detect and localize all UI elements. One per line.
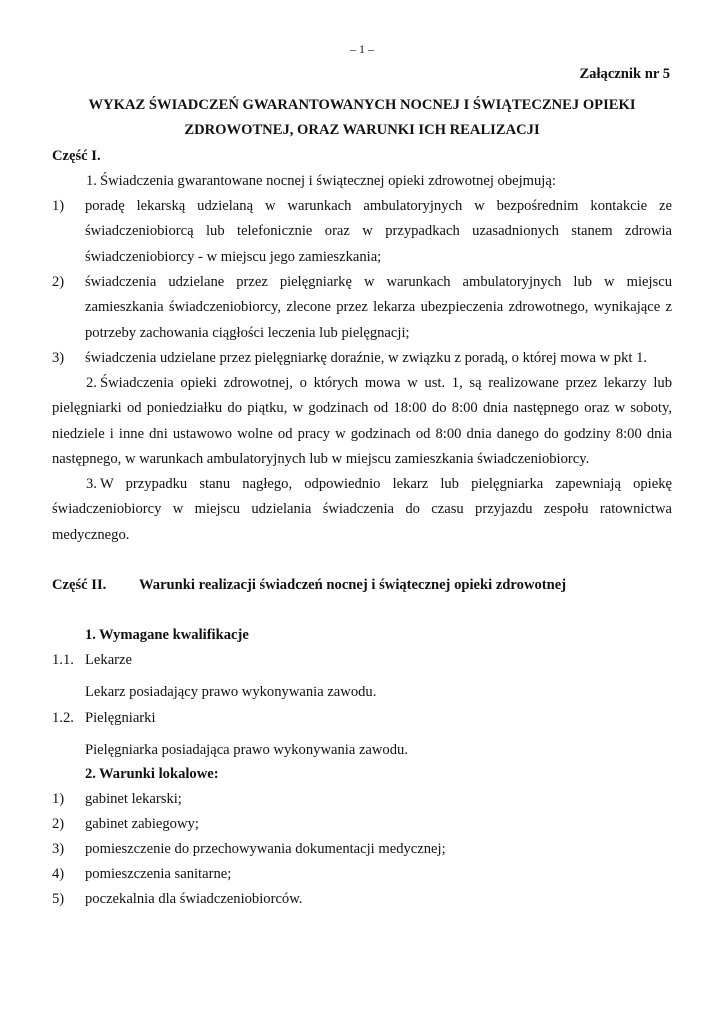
subsection-number: 1.2. [52,710,74,726]
list-item [52,887,672,912]
list-item-number: 4) [52,866,65,882]
annex-label: Załącznik nr 5 [579,66,670,82]
list-item [52,194,672,270]
paragraph-number: 1. [86,173,97,189]
list-item-number: 1) [52,791,65,807]
part-2-heading [52,573,672,598]
subsection-1-2-text: Pielęgniarka posiadająca prawo wykonywania zawodu. [85,742,408,758]
list-item [52,270,672,346]
paragraph-number: 3. [86,476,97,492]
document-title [52,93,672,143]
list-item-number: 3) [52,350,65,366]
section-2-heading [85,762,219,787]
subsection-1-1 [52,648,672,673]
section-1-heading [85,623,249,648]
paragraph-number: 2. [86,375,97,391]
paragraph-text: W przypadku stanu nagłego, odpowiednio lekarz lub pielęgniarka zapewniają opiekę świadczeniobiorcy w miejscu udzielania świadczenia do czasu przyjazdu zespołu ratownictwa medycznego. [52,476,672,543]
list-item-number: 2) [52,274,65,290]
list-item [52,837,672,862]
part-1-heading: Część I. [52,148,101,164]
list-item-text: świadczenia udzielane przez pielęgniarkę doraźnie, w związku z poradą, o której mowa w pkt 1. [85,350,648,366]
list-item-number: 5) [52,891,65,907]
part-2-title: Warunki realizacji świadczeń nocnej i świątecznej opieki zdrowotnej [139,577,567,593]
title-line-1: WYKAZ ŚWIADCZEŃ GWARANTOWANYCH NOCNEJ I ŚWIĄTECZNEJ OPIEKI [88,97,636,113]
list-item-text: poradę lekarską udzielaną w warunkach ambulatoryjnych w bezpośrednim kontakcie ze świadczeniobiorcą lub telefonicznie oraz w przypadkach uzasadnionych stanem zdrowia świadczeniobiorcy - w miejscu jego zamieszkania; [85,198,672,265]
page-number: – 1 – [350,42,374,56]
subsection-title: Lekarze [85,652,132,668]
part-1-paragraph-3 [52,472,672,548]
paragraph-text: Świadczenia gwarantowane nocnej i świątecznej opieki zdrowotnej obejmują: [100,173,556,189]
section-number: 1. [85,627,96,643]
list-item-text: świadczenia udzielane przez pielęgniarkę w warunkach ambulatoryjnych lub w miejscu zamieszkania świadczeniobiorcy, zlecone przez lekarza ubezpieczenia zdrowotnego, wynikające z potrzeby zachowania ciągłości leczenia lub pielęgnacji; [85,274,672,341]
list-item [52,346,672,371]
part-1-paragraph-2 [52,371,672,472]
subsection-number: 1.1. [52,652,74,668]
list-item-number: 2) [52,816,65,832]
list-item-text: pomieszczenia sanitarne; [85,866,232,882]
list-item-number: 3) [52,841,65,857]
list-item-number: 1) [52,198,65,214]
list-item [52,812,672,837]
paragraph-text: Świadczenia opieki zdrowotnej, o których mowa w ust. 1, są realizowane przez lekarzy lub pielęgniarki od poniedziałku do piątku, w godzinach od 18:00 do 8:00 dnia następnego oraz w soboty, niedziele i inne dni ustawowo wolne od pracy w godzinach od 8:00 dnia danego do godziny 8:00 dnia następnego, w warunkach ambulatoryjnych lub w miejscu zamieszkania świadczeniobiorcy. [52,375,672,467]
subsection-1-2 [52,706,672,731]
part-1-paragraph-1 [52,169,672,194]
subsection-title: Pielęgniarki [85,710,156,726]
list-item-text: pomieszczenie do przechowywania dokumentacji medycznej; [85,841,446,857]
list-item-text: gabinet lekarski; [85,791,182,807]
list-item-text: gabinet zabiegowy; [85,816,199,832]
section-number: 2. [85,766,96,782]
subsection-1-1-text: Lekarz posiadający prawo wykonywania zawodu. [85,684,377,700]
section-title: Wymagane kwalifikacje [99,627,249,643]
document-page [52,0,672,1024]
list-item [52,862,672,887]
title-line-2: ZDROWOTNEJ, ORAZ WARUNKI ICH REALIZACJI [184,122,540,138]
section-title: Warunki lokalowe: [99,766,219,782]
list-item [52,787,672,812]
list-item-text: poczekalnia dla świadczeniobiorców. [85,891,303,907]
part-2-label: Część II. [52,577,107,593]
